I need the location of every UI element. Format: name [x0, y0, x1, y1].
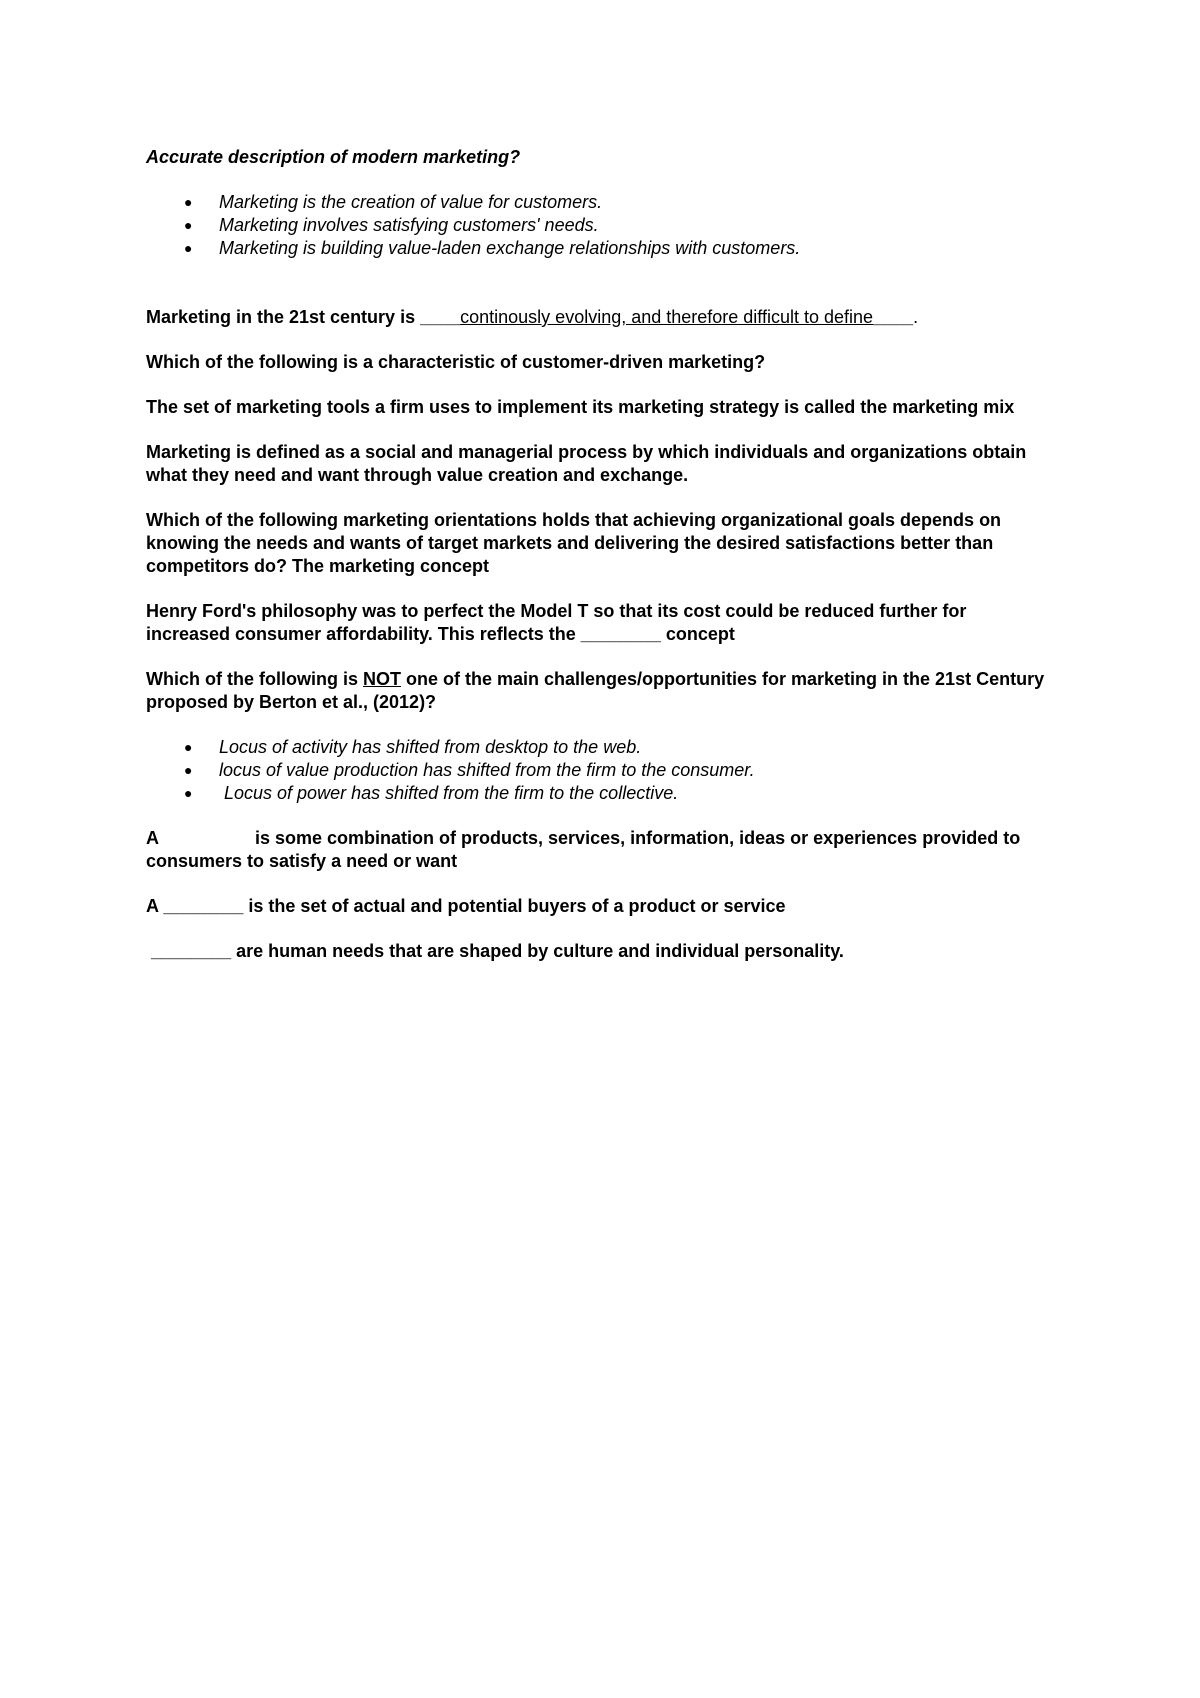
list-item — [146, 736, 1046, 759]
question-21st-century — [146, 306, 1046, 329]
bullet-list-2 — [146, 736, 1046, 805]
list-item — [146, 237, 1046, 260]
list-item — [146, 214, 1046, 237]
list-item-text: locus of value production has shifted from the firm to the consumer. — [219, 760, 755, 780]
list-item — [146, 759, 1046, 782]
bullet-icon: ● — [184, 194, 193, 210]
bullet-icon: ● — [184, 240, 193, 256]
question-offering — [146, 827, 1046, 873]
document-body — [146, 146, 1046, 963]
question-wants: ________ are human needs that are shaped by culture and individual personality. — [146, 941, 844, 961]
question-customer-driven: Which of the following is a characteristic of customer-driven marketing? — [146, 352, 766, 372]
question-marketing-mix: The set of marketing tools a firm uses to implement its marketing strategy is called the marketing mix — [146, 397, 1015, 417]
question-text: Marketing in the 21st century is — [146, 307, 421, 327]
bullet-list-1 — [146, 191, 1046, 260]
emphasis-not: NOT — [362, 669, 401, 689]
list-item — [146, 782, 1046, 805]
question-text: A — [146, 828, 159, 848]
end-punctuation: . — [913, 307, 919, 327]
bullet-icon: ● — [184, 217, 193, 233]
list-item-text: Marketing is building value-laden exchange relationships with customers. — [219, 238, 801, 258]
list-item-text: Locus of power has shifted from the firm to the collective. — [219, 783, 679, 803]
question-heading: Accurate description of modern marketing? — [146, 147, 521, 167]
question-text: is some combination of products, services, information, ideas or experiences provided to consumers to satisfy a need or want — [146, 828, 1021, 871]
blank-line: ____ — [420, 307, 461, 327]
question-text: Which of the following is — [146, 669, 363, 689]
blank-line: ____ — [873, 307, 914, 327]
list-item-text: Marketing is the creation of value for customers. — [219, 192, 603, 212]
bullet-icon: ● — [184, 739, 193, 755]
question-text: one of the main challenges/opportunities for marketing in the 21st Century proposed by Berton et al., (2012)? — [146, 669, 1045, 712]
list-item — [146, 191, 1046, 214]
question-henry-ford: Henry Ford's philosophy was to perfect the Model T so that its cost could be reduced further for increased consumer affordability. This reflects the ________ concept — [146, 601, 967, 644]
question-market: A ________ is the set of actual and potential buyers of a product or service — [146, 896, 786, 916]
list-item-text: Marketing involves satisfying customers' needs. — [219, 215, 599, 235]
bullet-icon: ● — [184, 762, 193, 778]
bullet-icon: ● — [184, 785, 193, 801]
list-item-text: Locus of activity has shifted from desktop to the web. — [219, 737, 642, 757]
question-not-challenge — [146, 668, 1046, 714]
question-definition: Marketing is defined as a social and managerial process by which individuals and organizations obtain what they need and want through value creation and exchange. — [146, 442, 1027, 485]
question-orientation: Which of the following marketing orientations holds that achieving organizational goals depends on knowing the needs and wants of target markets and delivering the desired satisfactions better than competitors do? The marketing concept — [146, 510, 1002, 576]
filled-answer: continously evolving, and therefore difficult to define — [460, 307, 874, 327]
